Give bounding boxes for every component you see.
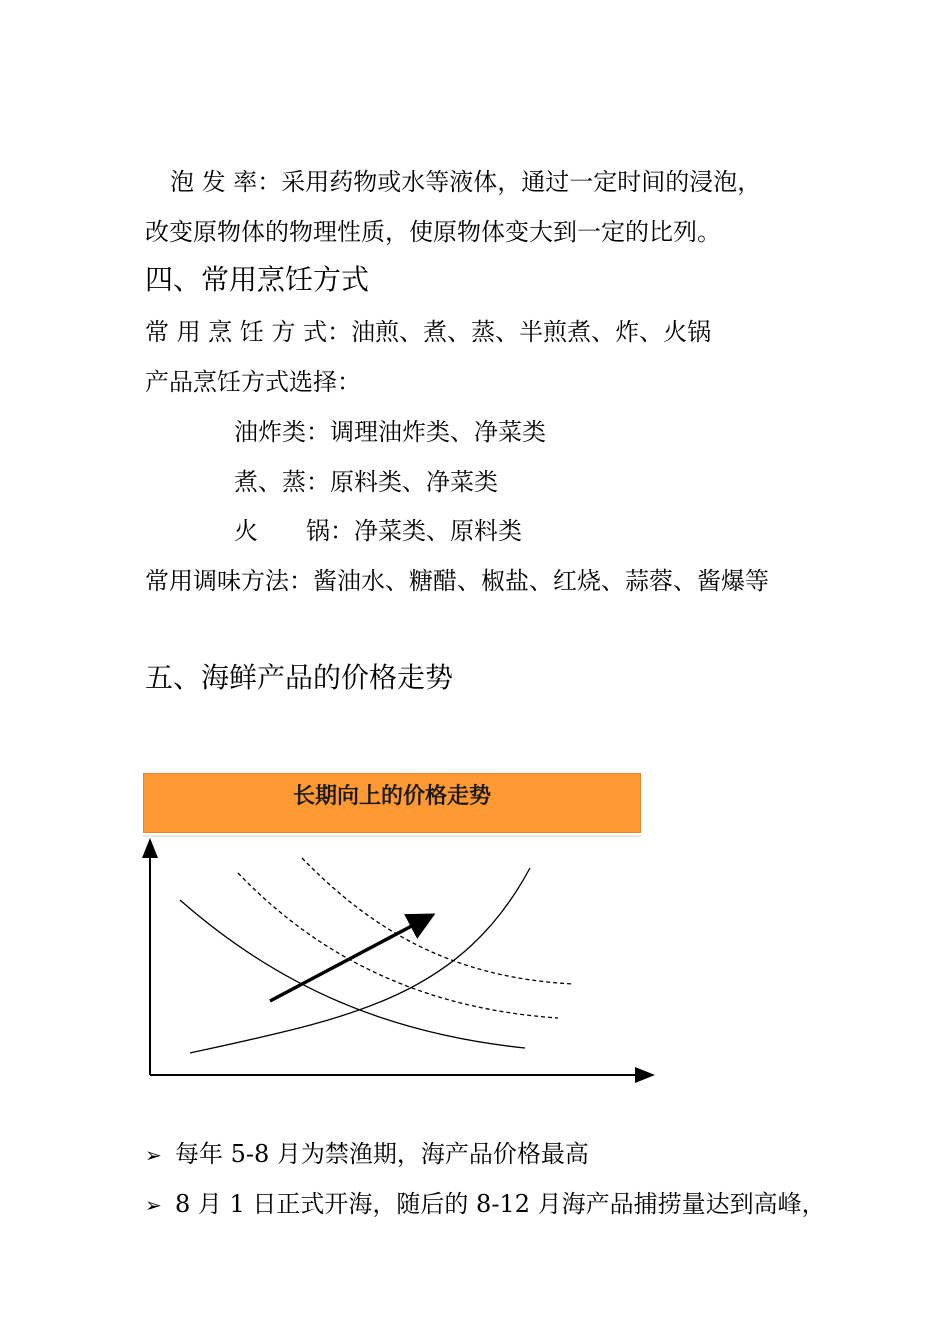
bullet-item-1 bbox=[145, 1139, 589, 1170]
dashed-demand-curve-2 bbox=[302, 858, 574, 984]
section-4-heading: 四、常用烹饪方式 bbox=[145, 263, 370, 296]
supply-curve bbox=[190, 868, 530, 1053]
seasoning-line: 常用调味方法：酱油水、糖醋、椒盐、红烧、蒜蓉、酱爆等 bbox=[145, 567, 769, 595]
banner-divider bbox=[143, 835, 641, 837]
section-5-heading: 五、海鲜产品的价格走势 bbox=[145, 661, 454, 694]
bullet-text: 8 月 1 日正式开海，随后的 8-12 月海产品捕捞量达到高峰， bbox=[175, 1190, 826, 1218]
arrowhead-bullet-icon: ➢ bbox=[145, 1143, 162, 1167]
foaming-rate-line-1: 泡 发 率：采用药物或水等液体，通过一定时间的浸泡， bbox=[170, 168, 762, 196]
price-trend-diagram bbox=[130, 838, 660, 1088]
fried-line: 油炸类：调理油炸类、净菜类 bbox=[234, 418, 546, 446]
upward-trend-arrow bbox=[270, 920, 423, 1001]
dashed-demand-curve-1 bbox=[238, 873, 558, 1018]
cooking-choice-line: 产品烹饪方式选择： bbox=[145, 368, 361, 396]
cooking-methods-line: 常 用 烹 饪 方 式：油煎、煮、蒸、半煎煮、炸、火锅 bbox=[145, 318, 712, 346]
arrowhead-bullet-icon: ➢ bbox=[145, 1193, 162, 1217]
chart-title: 长期向上的价格走势 bbox=[292, 784, 491, 809]
chart-title-banner bbox=[143, 773, 641, 833]
hotpot-line: 火 锅：净菜类、原料类 bbox=[234, 517, 522, 545]
bullet-text: 每年 5-8 月为禁渔期，海产品价格最高 bbox=[175, 1140, 589, 1168]
bullet-item-2 bbox=[145, 1189, 826, 1220]
boil-steam-line: 煮、蒸：原料类、净菜类 bbox=[234, 468, 498, 496]
foaming-rate-line-2: 改变原物体的物理性质，使原物体变大到一定的比列。 bbox=[145, 218, 721, 246]
demand-curve bbox=[180, 900, 525, 1048]
